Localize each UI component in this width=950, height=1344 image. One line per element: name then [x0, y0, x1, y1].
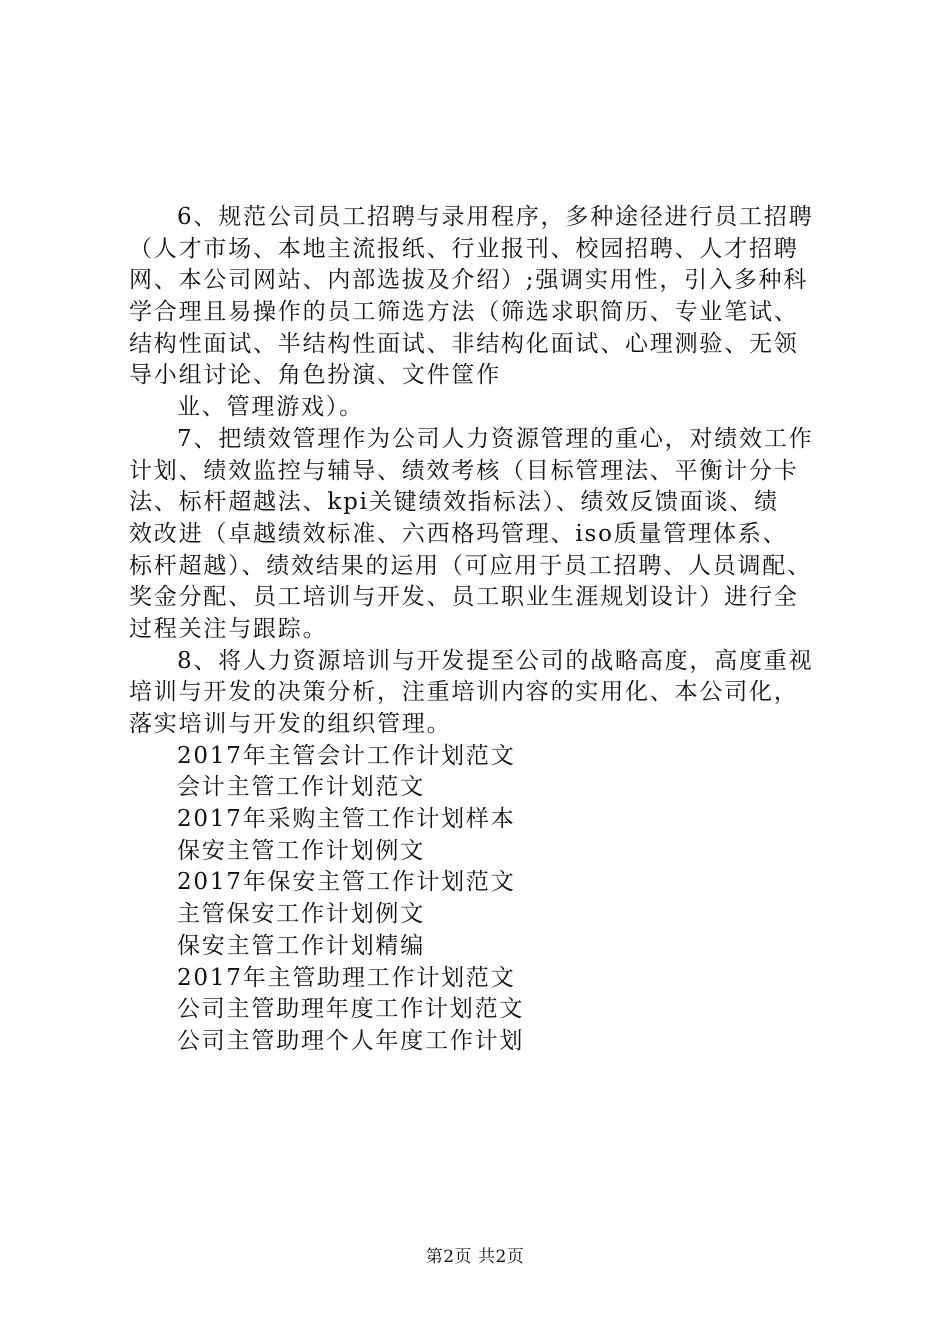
text-line: 效改进（卓越绩效标准、六西格玛管理、iso质量管理体系、 — [129, 520, 788, 547]
text-line: 2017年主管助理工作计划范文 — [177, 964, 516, 991]
text-line: 网、本公司网站、内部选拔及介绍）;强调实用性，引入多种科 — [129, 267, 809, 294]
text-line: 落实培训与开发的组织管理。 — [129, 711, 452, 737]
text-line: 保安主管工作计划例文 — [177, 837, 425, 864]
document-body — [129, 202, 839, 1058]
page-footer: 第2页 共2页 — [425, 1247, 525, 1267]
text-line: 主管保安工作计划例文 — [177, 901, 425, 928]
text-line: 法、标杆超越法、kpi关键绩效指标法）、绩效反馈面谈、绩 — [129, 489, 779, 516]
text-line: （人才市场、本地主流报纸、行业报刊、校园招聘、人才招聘 — [129, 235, 799, 262]
text-line: 2017年主管会计工作计划范文 — [177, 742, 516, 769]
text-line: 标杆超越）、绩效结果的运用（可应用于员工招聘、人员调配、 — [129, 552, 812, 579]
text-line: 保安主管工作计划精编 — [177, 932, 425, 959]
text-line: 8、将人力资源培训与开发提至公司的战略高度，高度重视 — [177, 647, 814, 674]
text-line: 学合理且易操作的员工筛选方法（筛选求职简历、专业笔试、 — [129, 299, 799, 326]
text-line: 2017年采购主管工作计划样本 — [177, 806, 516, 833]
text-line: 2017年保安主管工作计划范文 — [177, 869, 516, 896]
text-line: 7、把绩效管理作为公司人力资源管理的重心，对绩效工作 — [177, 425, 814, 452]
text-line: 结构性面试、半结构性面试、非结构化面试、心理测验、无领 — [129, 330, 799, 357]
text-line: 导小组讨论、角色扮演、文件筐作 — [129, 362, 501, 389]
text-line: 计划、绩效监控与辅导、绩效考核（目标管理法、平衡计分卡 — [129, 457, 799, 484]
text-line: 业、管理游戏）。 — [177, 394, 364, 421]
text-line: 培训与开发的决策分析，注重培训内容的实用化、本公司化， — [129, 679, 799, 706]
text-line: 奖金分配、员工培训与开发、员工职业生涯规划设计）进行全 — [129, 584, 799, 611]
text-line: 公司主管助理个人年度工作计划 — [177, 1027, 525, 1054]
text-line: 会计主管工作计划范文 — [177, 774, 425, 801]
text-line: 6、规范公司员工招聘与录用程序，多种途径进行员工招聘 — [177, 204, 814, 230]
text-line: 过程关注与跟踪。 — [129, 615, 328, 642]
text-line: 公司主管助理年度工作计划范文 — [177, 996, 525, 1023]
